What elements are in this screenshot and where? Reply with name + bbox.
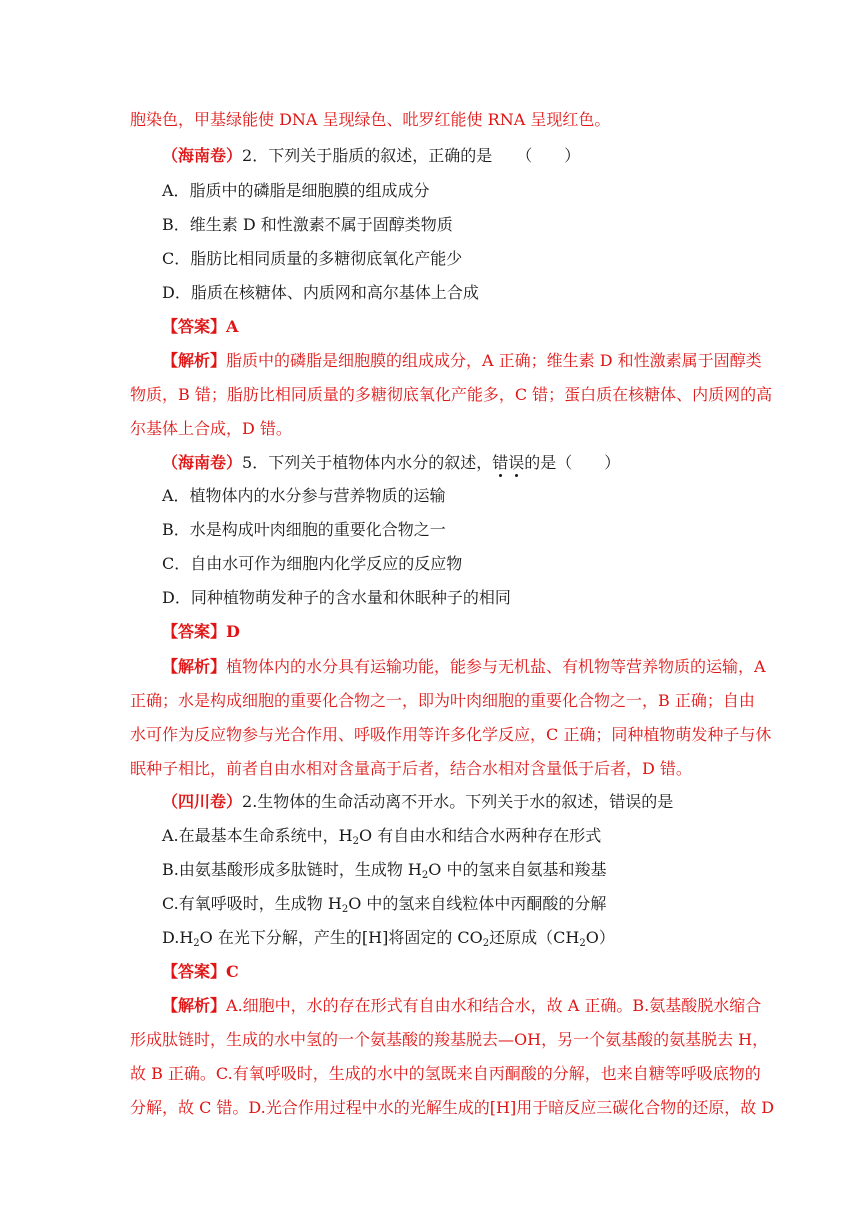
option-text: O） <box>585 928 615 947</box>
explanation-continuation-line: 胞染色，甲基绿能使 DNA 呈现绿色、吡罗红能使 RNA 呈现红色。 <box>130 110 611 129</box>
answer-label: 【答案】A <box>162 317 239 336</box>
explanation-text: A.细胞中，水的存在形式有自由水和结合水，故 A 正确。B.氨基酸脱水缩合 <box>226 996 762 1015</box>
option-c: C．自由水可作为细胞内化学反应的反应物 <box>162 554 463 573</box>
question-stem: 2.生物体的生命活动离不开水。下列关于水的叙述，错误的是 <box>242 792 674 811</box>
question-stem: 5．下列关于植物体内水分的叙述， <box>242 453 493 472</box>
subscript: 2 <box>341 904 349 915</box>
explanation-line: 分解，故 C 错。D.光合作用过程中水的光解生成的[H]用于暗反应三碳化合物的还原，故 D <box>130 1098 775 1117</box>
option-text: 还原成（CH <box>489 928 580 947</box>
explanation-tag: 【解析】 <box>162 351 227 370</box>
question-hainan-5 <box>162 452 620 474</box>
option-text: O 在光下分解，产生的[H]将固定的 CO <box>199 928 483 947</box>
option-text: O 有自由水和结合水两种存在形式 <box>358 826 602 845</box>
option-a: A．植物体内的水分参与营养物质的运输 <box>162 486 446 505</box>
option-b: B．维生素 D 和性激素不属于固醇类物质 <box>162 215 453 234</box>
option-d <box>162 927 615 949</box>
explanation-line: 眠种子相比，前者自由水相对含量高于后者，结合水相对含量低于后者，D 错。 <box>130 759 692 778</box>
question-hainan-2 <box>162 145 580 167</box>
question-stem: 2．下列关于脂质的叙述，正确的是 （ ） <box>242 146 581 165</box>
option-b <box>162 859 606 881</box>
option-b: B．水是构成叶肉细胞的重要化合物之一 <box>162 520 446 539</box>
option-text: O 中的氢来自氨基和羧基 <box>428 860 607 879</box>
subscript: 2 <box>352 836 359 847</box>
answer-label <box>162 621 240 643</box>
subscript: 2 <box>193 938 200 949</box>
explanation-line: 故 B 正确。C.有氧呼吸时，生成的水中的氢既来自丙酮酸的分解，也来自糖等呼吸底物的 <box>130 1064 761 1083</box>
option-text: C.有氧呼吸时，生成物 H <box>162 894 342 913</box>
question-stem-end: 的是（ ） <box>524 453 621 472</box>
explanation-line: 形成肽链时，生成的水中氢的一个氨基酸的羧基脱去—OH，另一个氨基酸的氨基脱去 H， <box>130 1030 769 1049</box>
option-d: D．脂质在核糖体、内质网和高尔基体上合成 <box>162 283 479 302</box>
question-source-tag: （海南卷） <box>162 453 243 472</box>
option-a <box>162 825 601 847</box>
explanation-line: 尔基体上合成，D 错。 <box>130 419 292 438</box>
explanation-line: 正确；水是构成细胞的重要化合物之一，即为叶肉细胞的重要化合物之一，B 正确；自由 <box>130 691 755 710</box>
option-text: O 中的氢来自线粒体中丙酮酸的分解 <box>348 894 607 913</box>
option-text: D.H <box>162 928 194 947</box>
answer-bracket: 【答案】C <box>162 962 239 981</box>
option-text: B.由氨基酸形成多肽链时，生成物 H <box>162 860 422 879</box>
option-c <box>162 893 606 915</box>
explanation-line <box>162 656 766 678</box>
emphasis-char: 误 <box>508 453 525 472</box>
explanation-line <box>162 995 761 1017</box>
question-source-tag: （四川卷） <box>162 792 243 811</box>
explanation-text: 植物体内的水分具有运输功能，能参与无机盐、有机物等营养物质的运输，A <box>226 657 766 676</box>
explanation-line <box>162 350 762 372</box>
answer-label <box>162 961 239 983</box>
explanation-line: 物质，B 错；脂肪比相同质量的多糖彻底氧化产能多，C 错；蛋白质在核糖体、内质网的高 <box>130 385 773 404</box>
option-c: C．脂肪比相同质量的多糖彻底氧化产能少 <box>162 249 463 268</box>
answer-bracket: 【答案】D <box>162 622 240 641</box>
option-d: D．同种植物萌发种子的含水量和休眠种子的相同 <box>162 588 511 607</box>
explanation-tag: 【解析】 <box>162 996 227 1015</box>
explanation-text: 脂质中的磷脂是细胞膜的组成成分，A 正确；维生素 D 和性激素属于固醇类 <box>226 351 762 370</box>
option-text: A.在最基本生命系统中，H <box>162 826 353 845</box>
subscript: 2 <box>482 938 490 949</box>
explanation-line: 水可作为反应物参与光合作用、呼吸作用等许多化学反应，C 正确；同种植物萌发种子与休 <box>130 725 772 744</box>
question-sichuan-2 <box>162 791 673 813</box>
subscript: 2 <box>579 938 586 949</box>
emphasis-char: 错 <box>492 453 509 472</box>
question-source-tag: （海南卷） <box>162 146 243 165</box>
explanation-tag: 【解析】 <box>162 657 227 676</box>
subscript: 2 <box>421 870 429 881</box>
option-a: A．脂质中的磷脂是细胞膜的组成成分 <box>162 181 430 200</box>
